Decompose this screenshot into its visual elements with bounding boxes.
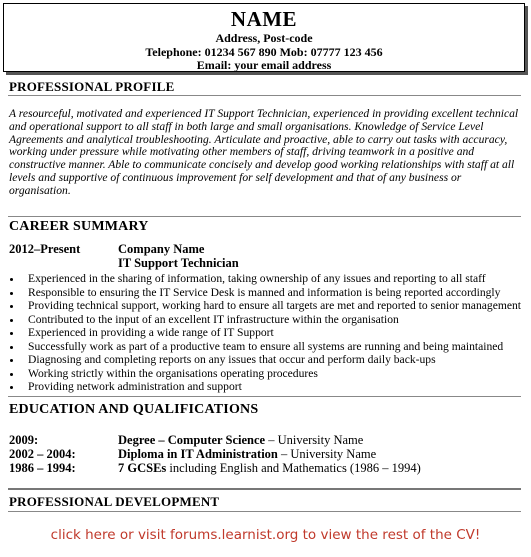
list-item: Contributed to the input of an excellent IT infrastructure within the organisation: [9, 313, 529, 327]
profile-divider: [8, 95, 521, 96]
development-top-divider: [8, 488, 521, 490]
development-divider: [8, 511, 521, 512]
list-item: Diagnosing and completing reports on any issues that occur and perform daily back-ups: [9, 353, 529, 367]
career-heading: CAREER SUMMARY: [9, 219, 149, 234]
education-date: 1986 – 1994:: [9, 461, 76, 475]
list-item: Experienced in the sharing of information, taking ownership of any issues and reporting to all staff: [9, 272, 529, 286]
education-top-divider: [8, 396, 521, 397]
career-top-divider: [8, 216, 521, 217]
profile-heading: PROFESSIONAL PROFILE: [9, 79, 175, 94]
job-title: IT Support Technician: [118, 256, 239, 270]
telephone-line: Telephone: 01234 567 890 Mob: 07777 123 456: [145, 44, 383, 59]
view-full-cv-link[interactable]: click here or visit forums.learnist.org to view the rest of the CV!: [50, 527, 481, 543]
qualification-name: Diploma in IT Administration: [118, 447, 278, 461]
profile-text: A resourceful, motivated and experienced IT Support Technician, experienced in providing excellent technical and operational support to all staff in both large and small organisations. Knowledge of Service Level Agreements and analytical troubleshooting. Articulate and proactive, able to carry out tasks with accuracy, working under pressure while motivating other members of staff, driving teamwork in a positive and constructive manner. Able to communicate concisely and develop good working relationships with staff at all levels and supportive of continuous improvement for self development and that of any business or organisation.: [9, 107, 519, 197]
list-item: Responsible to ensuring the IT Service Desk is manned and information is being reported accordingly: [9, 286, 529, 300]
cv-header: [3, 3, 525, 72]
list-item: Successfully work as part of a productive team to ensure all systems are running and being maintained: [9, 340, 529, 354]
education-date: 2002 – 2004:: [9, 447, 76, 461]
list-item: Experienced in providing a wide range of IT Support: [9, 326, 529, 340]
company-name: Company Name: [118, 242, 205, 256]
institution-name: – University Name: [277, 447, 377, 461]
duties-list: [9, 272, 529, 394]
institution-name: – University Name: [265, 433, 364, 447]
candidate-name: NAME: [230, 7, 298, 31]
education-date: 2009:: [9, 433, 39, 447]
list-item: Providing network administration and support: [9, 380, 529, 394]
career-date: 2012–Present: [9, 242, 81, 256]
education-detail: [118, 447, 376, 462]
education-detail: [118, 461, 421, 476]
education-heading: EDUCATION AND QUALIFICATIONS: [9, 402, 259, 417]
education-detail: [118, 433, 363, 448]
qualification-name: Degree – Computer Science: [118, 433, 266, 447]
list-item: Working strictly within the organisations operating procedures: [9, 367, 529, 381]
list-item: Providing technical support, working hard to ensure all targets are met and reported to senior management: [9, 299, 529, 313]
address-line: Address, Post-code: [215, 31, 313, 45]
qualification-name: 7 GCSEs: [118, 461, 167, 475]
development-heading: PROFESSIONAL DEVELOPMENT: [9, 494, 220, 509]
email-line: Email: your email address: [196, 58, 332, 72]
qualification-detail: including English and Mathematics (1986 – 1994): [166, 461, 421, 475]
